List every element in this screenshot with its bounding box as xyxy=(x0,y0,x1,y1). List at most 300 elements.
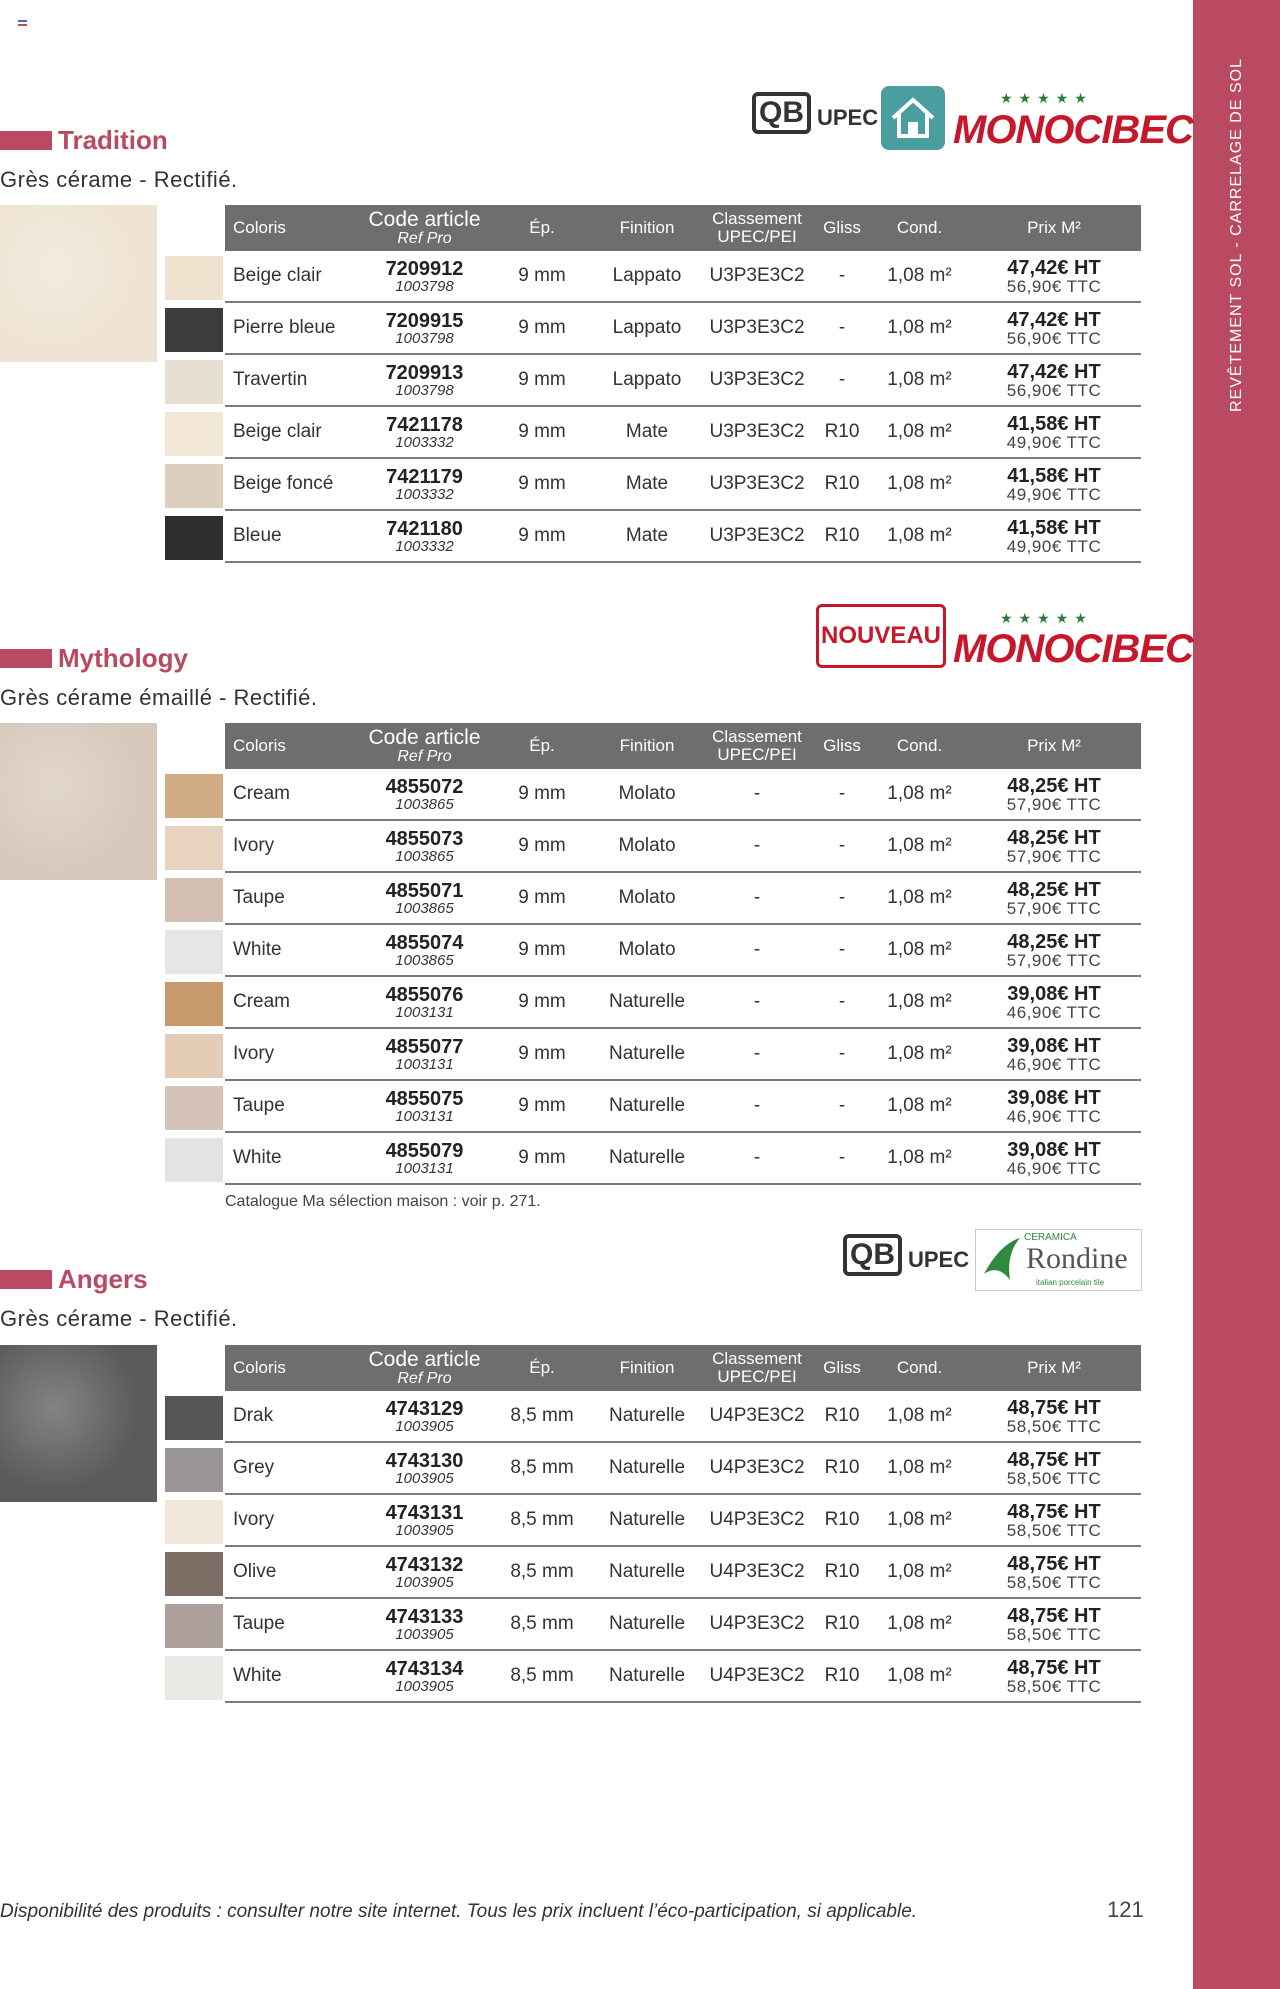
cell-cond: 1,08 m² xyxy=(872,1598,967,1650)
cell-gliss: R10 xyxy=(812,1546,872,1598)
qb-logo: QB xyxy=(843,1234,902,1276)
article-code: 4743131 xyxy=(385,1501,464,1524)
cell-code xyxy=(357,406,492,458)
product-table-mythology xyxy=(225,723,1141,1185)
header-prix-line: Prix M² xyxy=(1027,218,1081,238)
cell-code xyxy=(357,251,492,302)
cell-gliss: R10 xyxy=(812,1598,872,1650)
article-code: 4855071 xyxy=(385,879,464,902)
upec-label: UPEC xyxy=(817,104,879,130)
price-ttc: 56,90€ TTC xyxy=(1006,328,1102,348)
cell-prix xyxy=(967,406,1141,458)
color-swatch xyxy=(165,360,223,404)
cell-ep: 8,5 mm xyxy=(492,1442,592,1494)
cell-ep: 9 mm xyxy=(492,251,592,302)
cell-gliss: - xyxy=(812,872,872,924)
cell-ep: 9 mm xyxy=(492,924,592,976)
cell-ep: 9 mm xyxy=(492,1080,592,1132)
cell-ep: 9 mm xyxy=(492,302,592,354)
cell-gliss: - xyxy=(812,354,872,406)
color-swatch xyxy=(165,308,223,352)
qb-upec-logo xyxy=(843,1234,969,1276)
header-prix-line: Prix M² xyxy=(1027,1358,1081,1378)
cell-ep: 9 mm xyxy=(492,976,592,1028)
cell-ep: 9 mm xyxy=(492,1028,592,1080)
ref-pro: 1003332 xyxy=(395,433,454,451)
color-swatch xyxy=(165,1552,223,1596)
cell-coloris: Olive xyxy=(225,1546,357,1598)
article-code: 4855077 xyxy=(385,1035,464,1058)
cell-ep: 9 mm xyxy=(492,769,592,820)
ref-pro: 1003905 xyxy=(395,1521,454,1539)
rondine-logo xyxy=(975,1229,1142,1291)
header-code-line: Code article xyxy=(368,207,481,231)
cell-prix xyxy=(967,354,1141,406)
header-ep xyxy=(492,1345,592,1391)
table-row xyxy=(225,1494,1141,1546)
cell-gliss: R10 xyxy=(812,1391,872,1442)
swallow-icon xyxy=(980,1234,1024,1284)
color-swatch xyxy=(165,1604,223,1648)
article-code: 4743132 xyxy=(385,1553,464,1576)
cell-finition: Naturelle xyxy=(592,1546,702,1598)
color-swatch xyxy=(165,1138,223,1182)
cell-finition: Molato xyxy=(592,924,702,976)
article-code: 7209912 xyxy=(385,257,464,280)
price-ht: 39,08€ HT xyxy=(1007,1034,1101,1057)
table-header-row xyxy=(225,205,1141,251)
table-row xyxy=(225,510,1141,562)
cell-coloris: Beige clair xyxy=(225,251,357,302)
cell-classement: U3P3E3C2 xyxy=(702,251,812,302)
price-ttc: 56,90€ TTC xyxy=(1006,276,1102,296)
table-row xyxy=(225,1442,1141,1494)
cell-ep: 8,5 mm xyxy=(492,1598,592,1650)
color-swatch xyxy=(165,256,223,300)
header-classement-line: Classement xyxy=(712,1349,802,1369)
cell-classement: U4P3E3C2 xyxy=(702,1494,812,1546)
article-code: 7421180 xyxy=(386,517,463,540)
table-row xyxy=(225,820,1141,872)
footer-disclaimer: Disponibilité des produits : consulter notre site internet. Tous les prix incluent l’éco-participation, si applicable. xyxy=(0,1901,918,1922)
header-finition-line: Finition xyxy=(619,218,675,238)
house-icon xyxy=(881,86,945,150)
cell-coloris: Ivory xyxy=(225,1494,357,1546)
header-coloris xyxy=(225,205,357,251)
cell-coloris: Ivory xyxy=(225,1028,357,1080)
cell-cond: 1,08 m² xyxy=(872,1546,967,1598)
cell-code xyxy=(357,1598,492,1650)
header-gliss xyxy=(812,723,872,769)
article-code: 4743130 xyxy=(385,1449,464,1472)
hero-image-tradition xyxy=(0,205,157,362)
cell-gliss: - xyxy=(812,1080,872,1132)
article-code: 7421178 xyxy=(386,413,463,436)
price-ttc: 58,50€ TTC xyxy=(1006,1416,1102,1436)
header-cond xyxy=(872,723,967,769)
price-ttc: 57,90€ TTC xyxy=(1006,794,1102,814)
section-title: Angers xyxy=(58,1264,148,1294)
cell-ep: 8,5 mm xyxy=(492,1391,592,1442)
price-ht: 48,25€ HT xyxy=(1007,878,1101,901)
color-swatch xyxy=(165,930,223,974)
price-ttc: 49,90€ TTC xyxy=(1006,484,1102,504)
cell-ep: 9 mm xyxy=(492,354,592,406)
cell-finition: Naturelle xyxy=(592,1132,702,1184)
price-ttc: 46,90€ TTC xyxy=(1006,1002,1102,1022)
cell-cond: 1,08 m² xyxy=(872,769,967,820)
cell-gliss: R10 xyxy=(812,510,872,562)
color-swatch xyxy=(165,516,223,560)
cell-ep: 8,5 mm xyxy=(492,1494,592,1546)
cell-gliss: R10 xyxy=(812,1442,872,1494)
header-coloris xyxy=(225,723,357,769)
cell-cond: 1,08 m² xyxy=(872,1494,967,1546)
cell-ep: 9 mm xyxy=(492,872,592,924)
price-ttc: 58,50€ TTC xyxy=(1006,1676,1102,1696)
article-code: 4855075 xyxy=(385,1087,464,1110)
header-ep-line: Ép. xyxy=(529,736,555,756)
table-row xyxy=(225,302,1141,354)
cell-coloris: Bleue xyxy=(225,510,357,562)
price-ttc: 46,90€ TTC xyxy=(1006,1054,1102,1074)
rondine-ceramica: CERAMICA xyxy=(1024,1232,1077,1243)
cell-finition: Naturelle xyxy=(592,976,702,1028)
ref-pro: 1003905 xyxy=(395,1677,454,1695)
color-swatch xyxy=(165,1396,223,1440)
ref-pro: 1003131 xyxy=(395,1003,454,1021)
article-code: 7421179 xyxy=(386,465,463,488)
ref-pro: 1003865 xyxy=(395,899,454,917)
header-prix xyxy=(967,1345,1141,1391)
table-row xyxy=(225,354,1141,406)
cell-prix xyxy=(967,1546,1141,1598)
price-ht: 41,58€ HT xyxy=(1007,516,1101,539)
table-row xyxy=(225,872,1141,924)
cell-prix xyxy=(967,1442,1141,1494)
cell-coloris: Taupe xyxy=(225,1598,357,1650)
hero-image-mythology xyxy=(0,723,157,880)
header-finition-line: Finition xyxy=(619,1358,675,1378)
header-gliss-line: Gliss xyxy=(823,218,861,238)
cell-prix xyxy=(967,1598,1141,1650)
color-swatch xyxy=(165,1656,223,1700)
color-swatch xyxy=(165,1034,223,1078)
cell-finition: Lappato xyxy=(592,302,702,354)
section-marker xyxy=(0,131,52,150)
price-ttc: 58,50€ TTC xyxy=(1006,1624,1102,1644)
cell-classement: U3P3E3C2 xyxy=(702,458,812,510)
catalogue-note: Catalogue Ma sélection maison : voir p. 271. xyxy=(225,1193,541,1210)
cell-prix xyxy=(967,1132,1141,1184)
cell-classement: U4P3E3C2 xyxy=(702,1442,812,1494)
ref-pro: 1003905 xyxy=(395,1469,454,1487)
ref-pro: 1003798 xyxy=(395,277,454,295)
cell-cond: 1,08 m² xyxy=(872,1650,967,1702)
price-ht: 48,75€ HT xyxy=(1007,1656,1101,1679)
cell-gliss: - xyxy=(812,976,872,1028)
header-cond xyxy=(872,205,967,251)
cell-prix xyxy=(967,1080,1141,1132)
cell-finition: Naturelle xyxy=(592,1391,702,1442)
cell-finition: Mate xyxy=(592,510,702,562)
price-ttc: 56,90€ TTC xyxy=(1006,380,1102,400)
cell-coloris: Pierre bleue xyxy=(225,302,357,354)
article-code: 4855074 xyxy=(385,931,464,954)
price-ht: 39,08€ HT xyxy=(1007,1138,1101,1161)
nouveau-badge: NOUVEAU xyxy=(816,604,946,668)
table-row xyxy=(225,976,1141,1028)
cell-classement: - xyxy=(702,1132,812,1184)
header-classement xyxy=(702,1345,812,1391)
color-swatch xyxy=(165,826,223,870)
cell-finition: Naturelle xyxy=(592,1442,702,1494)
price-ttc: 46,90€ TTC xyxy=(1006,1106,1102,1126)
cell-code xyxy=(357,1391,492,1442)
cell-code xyxy=(357,1028,492,1080)
cell-coloris: Drak xyxy=(225,1391,357,1442)
price-ht: 39,08€ HT xyxy=(1007,1086,1101,1109)
cell-cond: 1,08 m² xyxy=(872,1391,967,1442)
article-code: 4855073 xyxy=(385,827,464,850)
stars-icon: ★★★★★ xyxy=(1000,610,1093,626)
price-ht: 48,75€ HT xyxy=(1007,1448,1101,1471)
section-subtitle: Grès cérame émaillé - Rectifié. xyxy=(0,685,318,710)
cell-coloris: Taupe xyxy=(225,1080,357,1132)
cell-prix xyxy=(967,769,1141,820)
cell-gliss: - xyxy=(812,251,872,302)
qb-logo: QB xyxy=(752,92,811,134)
cell-gliss: R10 xyxy=(812,1494,872,1546)
price-ht: 48,25€ HT xyxy=(1007,930,1101,953)
table-row xyxy=(225,1598,1141,1650)
header-code xyxy=(357,1345,492,1391)
price-ht: 48,25€ HT xyxy=(1007,774,1101,797)
flag-mark xyxy=(18,20,27,26)
cell-code xyxy=(357,976,492,1028)
header-ep-line: Ép. xyxy=(529,1358,555,1378)
cell-finition: Mate xyxy=(592,406,702,458)
cell-cond: 1,08 m² xyxy=(872,924,967,976)
cell-classement: - xyxy=(702,769,812,820)
cell-ep: 8,5 mm xyxy=(492,1546,592,1598)
header-classement-line: Classement xyxy=(712,209,802,229)
header-finition xyxy=(592,723,702,769)
cell-cond: 1,08 m² xyxy=(872,1028,967,1080)
cell-prix xyxy=(967,872,1141,924)
article-code: 4743134 xyxy=(385,1657,464,1680)
cell-coloris: Beige clair xyxy=(225,406,357,458)
table-row xyxy=(225,924,1141,976)
color-swatch xyxy=(165,982,223,1026)
cell-prix xyxy=(967,820,1141,872)
table-row xyxy=(225,1546,1141,1598)
cell-prix xyxy=(967,458,1141,510)
cell-classement: - xyxy=(702,1028,812,1080)
page-number: 121 xyxy=(1107,1897,1144,1922)
cell-classement: U4P3E3C2 xyxy=(702,1598,812,1650)
header-prix-line: Prix M² xyxy=(1027,736,1081,756)
price-ttc: 49,90€ TTC xyxy=(1006,432,1102,452)
cell-cond: 1,08 m² xyxy=(872,251,967,302)
color-swatch xyxy=(165,1448,223,1492)
header-classement-line: Classement xyxy=(712,727,802,747)
price-ttc: 46,90€ TTC xyxy=(1006,1158,1102,1178)
cell-classement: - xyxy=(702,820,812,872)
header-code-line: Ref Pro xyxy=(397,1369,452,1387)
header-classement-line: UPEC/PEI xyxy=(717,1367,797,1386)
cell-cond: 1,08 m² xyxy=(872,406,967,458)
hero-image-angers xyxy=(0,1345,157,1502)
cell-prix xyxy=(967,1494,1141,1546)
monocibec-logo: MONOCIBEC xyxy=(953,627,1193,671)
header-finition xyxy=(592,205,702,251)
section-marker xyxy=(0,649,52,668)
table-row xyxy=(225,769,1141,820)
cell-prix xyxy=(967,302,1141,354)
cell-code xyxy=(357,1442,492,1494)
ref-pro: 1003905 xyxy=(395,1417,454,1435)
cell-code xyxy=(357,1494,492,1546)
cell-classement: U3P3E3C2 xyxy=(702,406,812,458)
cell-cond: 1,08 m² xyxy=(872,302,967,354)
cell-finition: Naturelle xyxy=(592,1494,702,1546)
cell-code xyxy=(357,924,492,976)
table-row xyxy=(225,1080,1141,1132)
cell-cond: 1,08 m² xyxy=(872,1132,967,1184)
cell-prix xyxy=(967,251,1141,302)
price-ht: 47,42€ HT xyxy=(1007,256,1101,279)
cell-classement: - xyxy=(702,872,812,924)
cell-gliss: R10 xyxy=(812,406,872,458)
article-code: 4855072 xyxy=(385,775,464,798)
ref-pro: 1003131 xyxy=(395,1055,454,1073)
price-ttc: 58,50€ TTC xyxy=(1006,1468,1102,1488)
header-coloris-line: Coloris xyxy=(233,1358,286,1378)
cell-finition: Naturelle xyxy=(592,1598,702,1650)
cell-coloris: Grey xyxy=(225,1442,357,1494)
cell-coloris: White xyxy=(225,1132,357,1184)
table-header-row xyxy=(225,1345,1141,1391)
cell-cond: 1,08 m² xyxy=(872,354,967,406)
color-swatch xyxy=(165,774,223,818)
header-classement-line: UPEC/PEI xyxy=(717,227,797,246)
qb-upec-logo xyxy=(752,92,878,134)
header-finition xyxy=(592,1345,702,1391)
ref-pro: 1003798 xyxy=(395,329,454,347)
cell-coloris: White xyxy=(225,924,357,976)
price-ttc: 49,90€ TTC xyxy=(1006,536,1102,556)
table-row xyxy=(225,406,1141,458)
cell-coloris: Travertin xyxy=(225,354,357,406)
monocibec-logo: MONOCIBEC xyxy=(953,108,1193,152)
article-code: 7209915 xyxy=(385,309,464,332)
table-row xyxy=(225,1132,1141,1184)
product-table-tradition xyxy=(225,205,1141,563)
cell-classement: U4P3E3C2 xyxy=(702,1546,812,1598)
header-coloris xyxy=(225,1345,357,1391)
cell-prix xyxy=(967,1650,1141,1702)
price-ht: 48,75€ HT xyxy=(1007,1500,1101,1523)
price-ttc: 58,50€ TTC xyxy=(1006,1520,1102,1540)
ref-pro: 1003865 xyxy=(395,951,454,969)
rondine-tagline: italian porcelain tile xyxy=(1036,1278,1105,1287)
cell-prix xyxy=(967,976,1141,1028)
cell-code xyxy=(357,1132,492,1184)
upec-label: UPEC xyxy=(908,1246,970,1272)
cell-finition: Mate xyxy=(592,458,702,510)
cell-prix xyxy=(967,924,1141,976)
cell-cond: 1,08 m² xyxy=(872,510,967,562)
price-ht: 41,58€ HT xyxy=(1007,412,1101,435)
color-swatch xyxy=(165,878,223,922)
article-code: 4743133 xyxy=(385,1605,464,1628)
cell-gliss: - xyxy=(812,924,872,976)
cell-finition: Molato xyxy=(592,820,702,872)
cell-gliss: - xyxy=(812,1132,872,1184)
ref-pro: 1003865 xyxy=(395,847,454,865)
sidebar-label: REVÊTEMENT SOL - CARRELAGE DE SOL xyxy=(1228,58,1245,412)
table-row xyxy=(225,458,1141,510)
cell-ep: 9 mm xyxy=(492,406,592,458)
cell-code xyxy=(357,510,492,562)
header-gliss xyxy=(812,205,872,251)
ref-pro: 1003332 xyxy=(395,537,454,555)
cell-coloris: White xyxy=(225,1650,357,1702)
ref-pro: 1003131 xyxy=(395,1159,454,1177)
cell-classement: U3P3E3C2 xyxy=(702,354,812,406)
price-ht: 48,75€ HT xyxy=(1007,1604,1101,1627)
ref-pro: 1003332 xyxy=(395,485,454,503)
cell-coloris: Ivory xyxy=(225,820,357,872)
cell-code xyxy=(357,302,492,354)
table-row xyxy=(225,1650,1141,1702)
cell-cond: 1,08 m² xyxy=(872,976,967,1028)
color-swatch xyxy=(165,1500,223,1544)
price-ttc: 57,90€ TTC xyxy=(1006,898,1102,918)
price-ht: 47,42€ HT xyxy=(1007,308,1101,331)
section-subtitle: Grès cérame - Rectifié. xyxy=(0,1306,238,1331)
price-ttc: 57,90€ TTC xyxy=(1006,950,1102,970)
article-code: 4855076 xyxy=(385,983,464,1006)
ref-pro: 1003865 xyxy=(395,795,454,813)
cell-cond: 1,08 m² xyxy=(872,458,967,510)
header-gliss-line: Gliss xyxy=(823,1358,861,1378)
price-ttc: 58,50€ TTC xyxy=(1006,1572,1102,1592)
cell-gliss: - xyxy=(812,820,872,872)
cell-code xyxy=(357,769,492,820)
cell-code xyxy=(357,354,492,406)
cell-classement: - xyxy=(702,1080,812,1132)
ref-pro: 1003905 xyxy=(395,1573,454,1591)
price-ht: 39,08€ HT xyxy=(1007,982,1101,1005)
price-ht: 48,75€ HT xyxy=(1007,1396,1101,1419)
cell-ep: 8,5 mm xyxy=(492,1650,592,1702)
cell-gliss: - xyxy=(812,1028,872,1080)
header-ep xyxy=(492,205,592,251)
header-code-line: Ref Pro xyxy=(397,747,452,765)
cell-cond: 1,08 m² xyxy=(872,872,967,924)
cell-gliss: - xyxy=(812,769,872,820)
product-table-angers xyxy=(225,1345,1141,1703)
price-ht: 48,25€ HT xyxy=(1007,826,1101,849)
table-row xyxy=(225,1391,1141,1442)
cell-gliss: - xyxy=(812,302,872,354)
header-code xyxy=(357,723,492,769)
cell-finition: Lappato xyxy=(592,354,702,406)
ref-pro: 1003131 xyxy=(395,1107,454,1125)
color-swatch xyxy=(165,464,223,508)
